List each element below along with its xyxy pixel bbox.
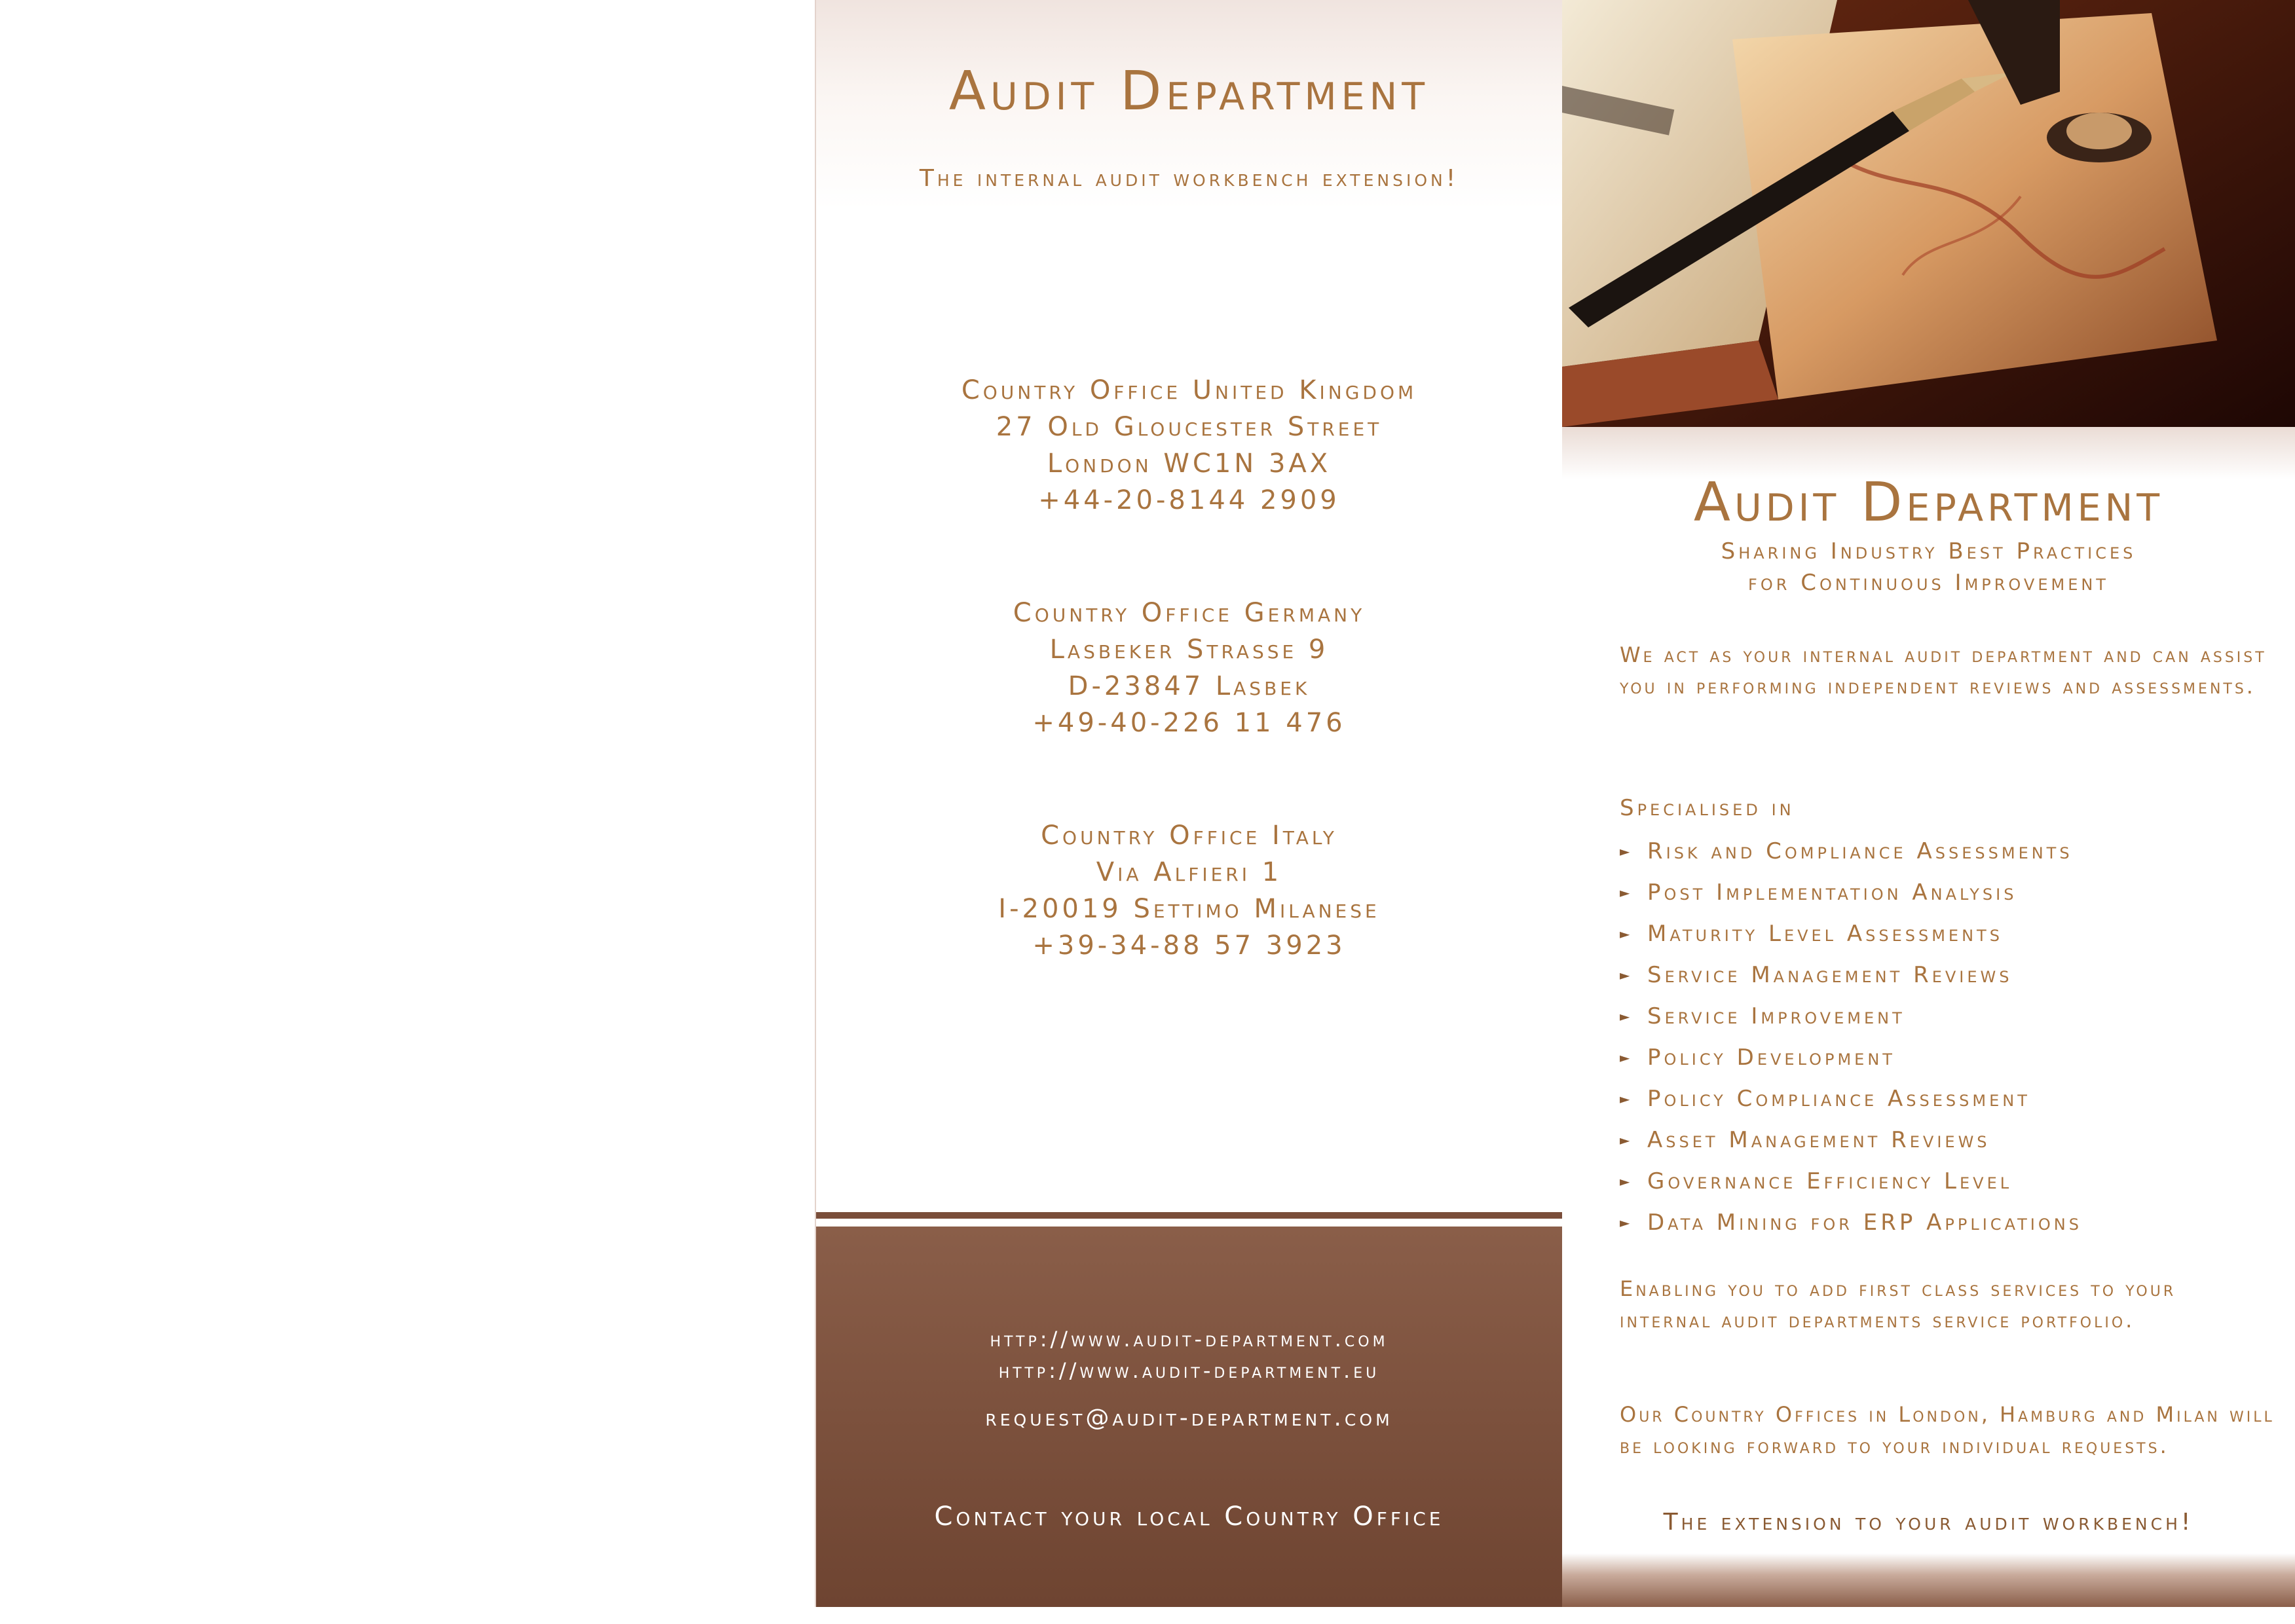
intro-paragraph: We act as your internal audit department and can assist you in performing independent reviews and assessments. — [1620, 642, 2267, 699]
right-subtitle — [1562, 536, 2295, 599]
office-city: London WC1N 3AX — [1047, 449, 1332, 479]
left-footer-band — [816, 1227, 1562, 1607]
right-title: Audit Department — [1693, 471, 2164, 534]
office-phone: +49-40-226 11 476 — [1032, 708, 1346, 738]
triangle-bullet-icon: ► — [1620, 884, 1633, 900]
list-item-label: Maturity Level Assessments — [1647, 920, 2003, 947]
email-link[interactable]: request@audit-department.com — [985, 1405, 1393, 1431]
office-italy — [816, 817, 1562, 964]
list-item — [1620, 872, 2082, 913]
office-address: 27 Old Gloucester Street — [996, 412, 1383, 442]
triangle-bullet-icon: ► — [1620, 967, 1633, 983]
triangle-bullet-icon: ► — [1620, 1214, 1633, 1230]
list-item-label: Governance Efficiency Level — [1647, 1168, 2013, 1194]
triangle-bullet-icon: ► — [1620, 1049, 1633, 1065]
fountain-pen-illustration — [1562, 0, 2295, 427]
list-item-label: Policy Development — [1647, 1044, 1895, 1071]
office-germany — [816, 595, 1562, 741]
triangle-bullet-icon: ► — [1620, 1132, 1633, 1148]
fountain-pen-photo — [1562, 0, 2295, 427]
list-item — [1620, 1037, 2082, 1078]
website-link-com[interactable]: http://www.audit-department.com — [990, 1327, 1389, 1352]
left-title: Audit Department — [948, 60, 1430, 122]
list-item — [1620, 1078, 2082, 1119]
triangle-bullet-icon: ► — [1620, 843, 1633, 859]
website-links — [816, 1323, 1562, 1386]
list-item — [1620, 913, 2082, 954]
list-item-label: Asset Management Reviews — [1647, 1126, 1990, 1153]
brochure-right-panel — [1562, 0, 2295, 1607]
closing-tagline: The extension to your audit workbench! — [1663, 1509, 2194, 1536]
list-item — [1620, 1119, 2082, 1160]
subtitle-line-1: Sharing Industry Best Practices — [1721, 538, 2136, 564]
office-heading: Country Office Italy — [1041, 821, 1337, 851]
right-footer-bar — [1562, 1553, 2295, 1607]
brochure-left-panel — [815, 0, 1563, 1607]
triangle-bullet-icon: ► — [1620, 1008, 1633, 1024]
list-item — [1620, 1160, 2082, 1202]
subtitle-line-2: for Continuous Improvement — [1748, 570, 2109, 596]
office-phone: +44-20-8144 2909 — [1038, 485, 1340, 515]
list-item — [1620, 1202, 2082, 1243]
list-item-label: Service Management Reviews — [1647, 961, 2013, 988]
footer-divider — [816, 1212, 1562, 1219]
list-item — [1620, 830, 2082, 872]
specialised-heading: Specialised in — [1620, 795, 1795, 821]
list-item-label: Post Implementation Analysis — [1647, 879, 2017, 906]
left-tagline: The internal audit workbench extension! — [919, 165, 1459, 192]
list-item-label: Policy Compliance Assessment — [1647, 1085, 2030, 1112]
offices-paragraph: Our Country Offices in London, Hamburg and Milan will be looking forward to your individual requests. — [1620, 1402, 2275, 1458]
specialised-list — [1620, 830, 2082, 1243]
office-heading: Country Office Germany — [1013, 598, 1366, 628]
office-uk — [816, 372, 1562, 519]
list-item-label: Service Improvement — [1647, 1003, 1905, 1029]
list-item-label: Data Mining for ERP Applications — [1647, 1209, 2082, 1236]
office-city: D-23847 Lasbek — [1068, 671, 1311, 701]
list-item — [1620, 954, 2082, 995]
list-item-label: Risk and Compliance Assessments — [1647, 838, 2073, 864]
office-address: Via Alfieri 1 — [1096, 857, 1282, 887]
triangle-bullet-icon: ► — [1620, 1090, 1633, 1107]
triangle-bullet-icon: ► — [1620, 925, 1633, 942]
office-city: I-20019 Settimo Milanese — [998, 894, 1380, 924]
triangle-bullet-icon: ► — [1620, 1173, 1633, 1189]
enabling-paragraph: Enabling you to add first class services to your internal audit departments service portfolio. — [1620, 1276, 2176, 1333]
website-link-eu[interactable]: http://www.audit-department.eu — [998, 1358, 1380, 1383]
office-phone: +39-34-88 57 3923 — [1032, 931, 1346, 961]
contact-text: Contact your local Country Office — [934, 1502, 1444, 1532]
list-item — [1620, 995, 2082, 1037]
office-address: Lasbeker Strasse 9 — [1049, 635, 1329, 665]
office-heading: Country Office United Kingdom — [961, 375, 1417, 405]
